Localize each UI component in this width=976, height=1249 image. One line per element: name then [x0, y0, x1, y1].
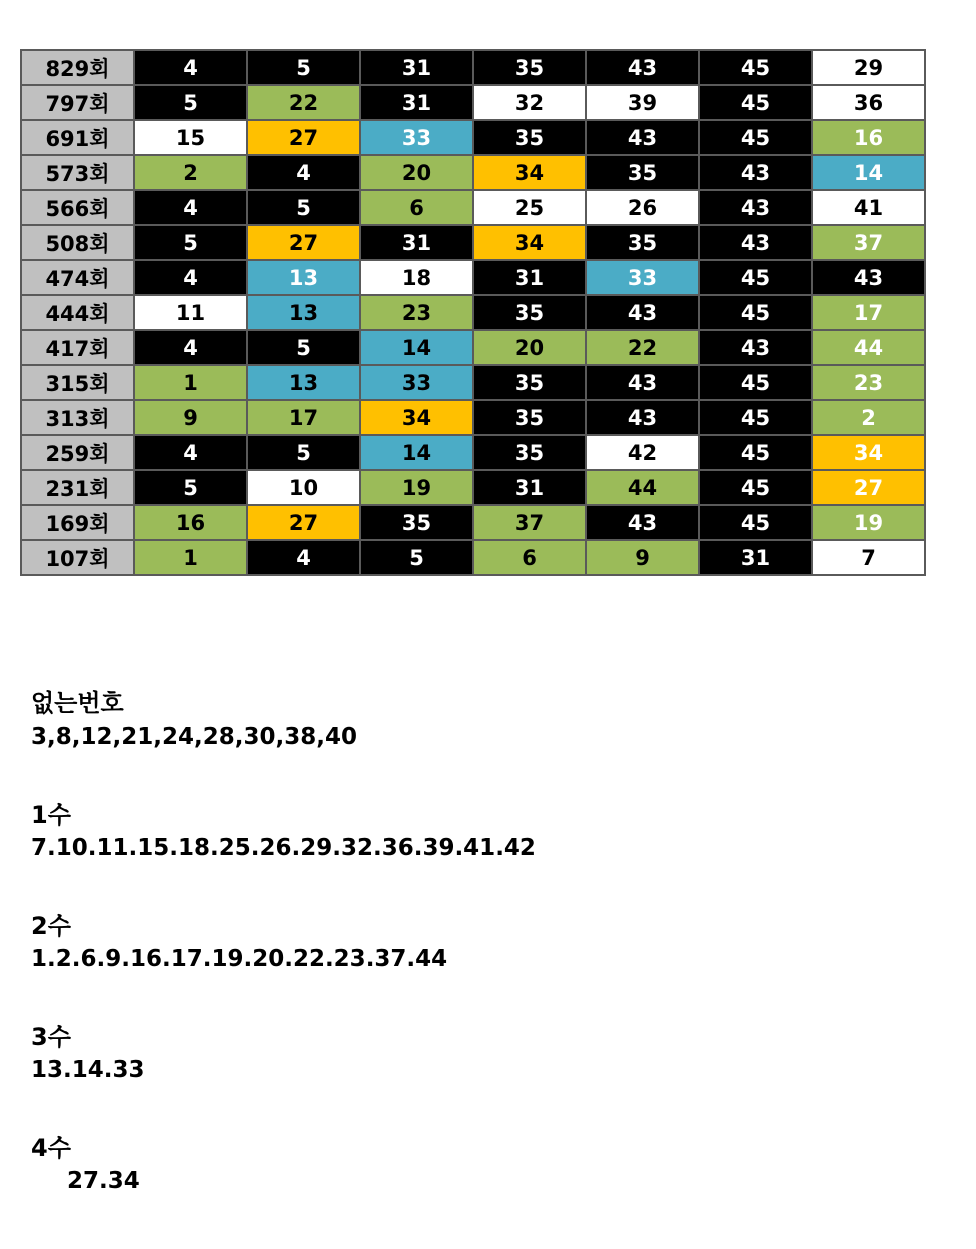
number-cell: 14: [360, 330, 473, 365]
number-cell: 35: [473, 400, 586, 435]
number-cell: 18: [360, 260, 473, 295]
number-cell: 27: [247, 225, 360, 260]
number-cell: 19: [360, 470, 473, 505]
bonus-number-cell: 16: [812, 120, 925, 155]
number-cell: 20: [473, 330, 586, 365]
number-cell: 35: [473, 120, 586, 155]
thrice-numbers-title: 3수: [31, 1023, 71, 1051]
round-label: 259회: [21, 435, 134, 470]
number-cell: 43: [699, 155, 812, 190]
number-cell: 43: [699, 330, 812, 365]
number-cell: 43: [586, 295, 699, 330]
number-cell: 20: [360, 155, 473, 190]
number-cell: 14: [360, 435, 473, 470]
number-cell: 43: [586, 120, 699, 155]
number-cell: 5: [247, 330, 360, 365]
once-numbers-list: 7.10.11.15.18.25.26.29.32.36.39.41.42: [31, 835, 536, 861]
number-cell: 34: [473, 225, 586, 260]
number-cell: 45: [699, 85, 812, 120]
number-cell: 11: [134, 295, 247, 330]
table-row: [21, 505, 925, 540]
number-cell: 4: [134, 435, 247, 470]
table-row: [21, 120, 925, 155]
number-cell: 10: [247, 470, 360, 505]
number-cell: 35: [360, 505, 473, 540]
number-cell: 9: [134, 400, 247, 435]
table-row: [21, 470, 925, 505]
table-row: [21, 435, 925, 470]
number-cell: 22: [247, 85, 360, 120]
round-label: 417회: [21, 330, 134, 365]
table-row: [21, 260, 925, 295]
number-cell: 27: [247, 505, 360, 540]
table-row: [21, 190, 925, 225]
number-cell: 32: [473, 85, 586, 120]
bonus-number-cell: 29: [812, 50, 925, 85]
round-label: 797회: [21, 85, 134, 120]
lotto-number-table: [20, 49, 926, 576]
number-cell: 9: [586, 540, 699, 575]
bonus-number-cell: 37: [812, 225, 925, 260]
number-cell: 27: [247, 120, 360, 155]
number-cell: 6: [360, 190, 473, 225]
bonus-number-cell: 44: [812, 330, 925, 365]
number-cell: 43: [586, 505, 699, 540]
number-cell: 43: [586, 50, 699, 85]
number-cell: 4: [247, 155, 360, 190]
number-cell: 34: [473, 155, 586, 190]
bonus-number-cell: 27: [812, 470, 925, 505]
bonus-number-cell: 34: [812, 435, 925, 470]
number-cell: 45: [699, 50, 812, 85]
number-cell: 13: [247, 260, 360, 295]
number-cell: 42: [586, 435, 699, 470]
bonus-number-cell: 19: [812, 505, 925, 540]
number-cell: 26: [586, 190, 699, 225]
table-body: [21, 50, 925, 575]
number-cell: 31: [699, 540, 812, 575]
number-cell: 31: [360, 85, 473, 120]
four-times-numbers-list: 27.34: [67, 1168, 140, 1194]
bonus-number-cell: 14: [812, 155, 925, 190]
number-cell: 4: [247, 540, 360, 575]
round-label: 107회: [21, 540, 134, 575]
number-cell: 35: [473, 435, 586, 470]
number-cell: 44: [586, 470, 699, 505]
number-cell: 31: [473, 260, 586, 295]
number-cell: 45: [699, 260, 812, 295]
number-cell: 31: [360, 50, 473, 85]
bonus-number-cell: 2: [812, 400, 925, 435]
table-row: [21, 295, 925, 330]
twice-numbers-title: 2수: [31, 912, 71, 940]
number-cell: 5: [134, 225, 247, 260]
number-cell: 13: [247, 365, 360, 400]
missing-numbers-list: 3,8,12,21,24,28,30,38,40: [31, 724, 357, 750]
number-cell: 1: [134, 540, 247, 575]
bonus-number-cell: 36: [812, 85, 925, 120]
round-label: 691회: [21, 120, 134, 155]
number-cell: 45: [699, 365, 812, 400]
number-cell: 1: [134, 365, 247, 400]
number-cell: 33: [360, 365, 473, 400]
round-label: 315회: [21, 365, 134, 400]
number-cell: 37: [473, 505, 586, 540]
number-cell: 5: [360, 540, 473, 575]
number-cell: 43: [699, 225, 812, 260]
table-row: [21, 365, 925, 400]
number-cell: 4: [134, 260, 247, 295]
bonus-number-cell: 41: [812, 190, 925, 225]
number-cell: 5: [247, 50, 360, 85]
table-row: [21, 330, 925, 365]
thrice-numbers-list: 13.14.33: [31, 1057, 145, 1083]
table-row: [21, 225, 925, 260]
number-cell: 43: [699, 190, 812, 225]
number-cell: 17: [247, 400, 360, 435]
round-label: 829회: [21, 50, 134, 85]
number-cell: 45: [699, 435, 812, 470]
number-cell: 34: [360, 400, 473, 435]
table-row: [21, 85, 925, 120]
table-row: [21, 155, 925, 190]
number-cell: 35: [586, 225, 699, 260]
number-cell: 45: [699, 120, 812, 155]
number-cell: 5: [134, 470, 247, 505]
number-cell: 35: [473, 365, 586, 400]
table-row: [21, 50, 925, 85]
round-label: 474회: [21, 260, 134, 295]
number-cell: 45: [699, 400, 812, 435]
bonus-number-cell: 7: [812, 540, 925, 575]
number-cell: 22: [586, 330, 699, 365]
number-cell: 45: [699, 295, 812, 330]
table-row: [21, 540, 925, 575]
table-row: [21, 400, 925, 435]
bonus-number-cell: 43: [812, 260, 925, 295]
number-cell: 35: [473, 50, 586, 85]
number-cell: 45: [699, 470, 812, 505]
number-cell: 35: [586, 155, 699, 190]
number-cell: 31: [473, 470, 586, 505]
number-cell: 33: [586, 260, 699, 295]
number-cell: 4: [134, 50, 247, 85]
round-label: 566회: [21, 190, 134, 225]
number-cell: 13: [247, 295, 360, 330]
once-numbers-title: 1수: [31, 801, 71, 829]
number-cell: 5: [247, 435, 360, 470]
round-label: 169회: [21, 505, 134, 540]
number-cell: 33: [360, 120, 473, 155]
bonus-number-cell: 23: [812, 365, 925, 400]
number-cell: 5: [134, 85, 247, 120]
number-cell: 23: [360, 295, 473, 330]
number-cell: 5: [247, 190, 360, 225]
number-cell: 35: [473, 295, 586, 330]
round-label: 508회: [21, 225, 134, 260]
number-cell: 16: [134, 505, 247, 540]
number-cell: 25: [473, 190, 586, 225]
round-label: 313회: [21, 400, 134, 435]
round-label: 444회: [21, 295, 134, 330]
missing-numbers-title: 없는번호: [31, 689, 124, 717]
four-times-numbers-title: 4수: [31, 1134, 71, 1162]
number-cell: 4: [134, 330, 247, 365]
number-cell: 39: [586, 85, 699, 120]
number-cell: 4: [134, 190, 247, 225]
number-cell: 15: [134, 120, 247, 155]
round-label: 573회: [21, 155, 134, 190]
number-cell: 2: [134, 155, 247, 190]
bonus-number-cell: 17: [812, 295, 925, 330]
number-cell: 6: [473, 540, 586, 575]
number-cell: 43: [586, 400, 699, 435]
number-cell: 43: [586, 365, 699, 400]
round-label: 231회: [21, 470, 134, 505]
number-cell: 31: [360, 225, 473, 260]
twice-numbers-list: 1.2.6.9.16.17.19.20.22.23.37.44: [31, 946, 448, 972]
number-cell: 45: [699, 505, 812, 540]
